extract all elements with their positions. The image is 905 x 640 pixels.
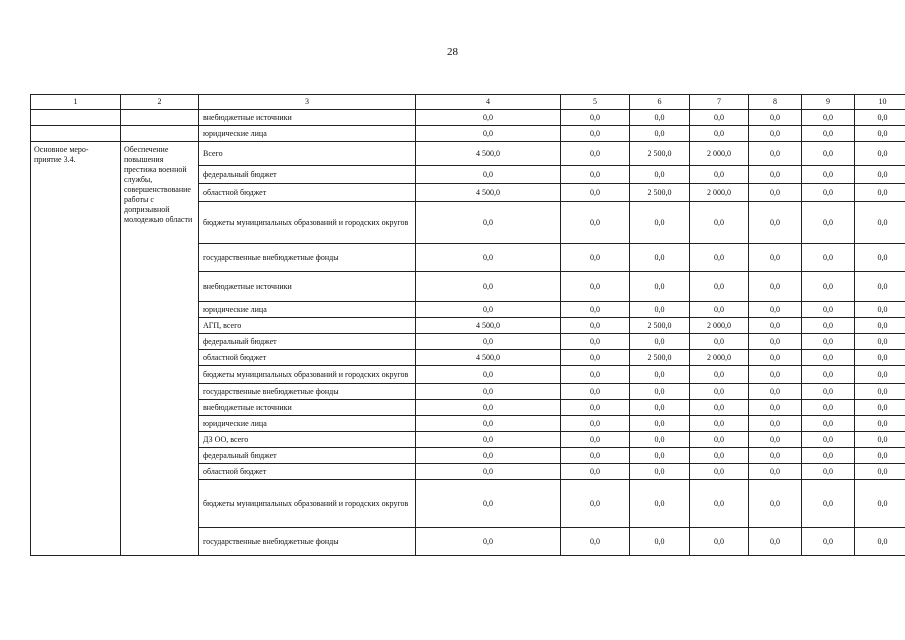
value-cell: 2 500,0 xyxy=(630,184,690,202)
value-cell: 0,0 xyxy=(749,480,802,528)
value-cell: 0,0 xyxy=(749,202,802,244)
value-cell: 0,0 xyxy=(630,432,690,448)
value-cell: 0,0 xyxy=(561,334,630,350)
table-row xyxy=(31,142,905,166)
column-header: 6 xyxy=(630,95,690,110)
value-cell: 0,0 xyxy=(855,142,905,166)
funding-source-label: юридические лица xyxy=(199,126,416,142)
column-header: 2 xyxy=(121,95,199,110)
value-cell: 0,0 xyxy=(630,334,690,350)
value-cell: 0,0 xyxy=(561,126,630,142)
value-cell: 0,0 xyxy=(630,528,690,556)
value-cell: 0,0 xyxy=(690,416,749,432)
table-row xyxy=(31,126,905,142)
value-cell: 0,0 xyxy=(855,366,905,384)
value-cell: 0,0 xyxy=(690,110,749,126)
value-cell: 0,0 xyxy=(561,400,630,416)
column-header: 8 xyxy=(749,95,802,110)
value-cell: 0,0 xyxy=(802,302,855,318)
column-header: 1 xyxy=(31,95,121,110)
value-cell: 0,0 xyxy=(416,400,561,416)
value-cell: 0,0 xyxy=(416,302,561,318)
value-cell: 0,0 xyxy=(416,432,561,448)
column-header: 7 xyxy=(690,95,749,110)
value-cell: 0,0 xyxy=(855,244,905,272)
empty-cell xyxy=(31,126,121,142)
value-cell: 0,0 xyxy=(802,110,855,126)
value-cell: 0,0 xyxy=(630,244,690,272)
funding-source-label: бюджеты муниципальных образований и городских округов xyxy=(199,366,416,384)
value-cell: 0,0 xyxy=(802,416,855,432)
value-cell: 0,0 xyxy=(630,302,690,318)
funding-source-label: бюджеты муниципальных образований и городских округов xyxy=(199,202,416,244)
value-cell: 0,0 xyxy=(690,432,749,448)
empty-cell xyxy=(121,110,199,126)
column-header: 5 xyxy=(561,95,630,110)
value-cell: 0,0 xyxy=(690,384,749,400)
funding-source-label: федеральный бюджет xyxy=(199,166,416,184)
value-cell: 0,0 xyxy=(855,334,905,350)
value-cell: 0,0 xyxy=(802,400,855,416)
value-cell: 4 500,0 xyxy=(416,142,561,166)
funding-source-label: федеральный бюджет xyxy=(199,448,416,464)
value-cell: 0,0 xyxy=(855,416,905,432)
funding-source-label: бюджеты муниципальных образований и городских округов xyxy=(199,480,416,528)
value-cell: 0,0 xyxy=(802,126,855,142)
value-cell: 0,0 xyxy=(561,302,630,318)
funding-source-label: Всего xyxy=(199,142,416,166)
funding-source-label: юридические лица xyxy=(199,416,416,432)
value-cell: 0,0 xyxy=(855,400,905,416)
value-cell: 0,0 xyxy=(630,400,690,416)
value-cell: 0,0 xyxy=(561,142,630,166)
value-cell: 0,0 xyxy=(690,166,749,184)
value-cell: 0,0 xyxy=(749,448,802,464)
column-header: 4 xyxy=(416,95,561,110)
value-cell: 0,0 xyxy=(630,366,690,384)
value-cell: 0,0 xyxy=(749,432,802,448)
value-cell: 0,0 xyxy=(690,366,749,384)
value-cell: 0,0 xyxy=(749,528,802,556)
table-header-row xyxy=(31,95,905,110)
value-cell: 0,0 xyxy=(690,464,749,480)
value-cell: 0,0 xyxy=(561,350,630,366)
value-cell: 0,0 xyxy=(416,384,561,400)
value-cell: 0,0 xyxy=(855,448,905,464)
budget-table xyxy=(30,94,905,556)
value-cell: 0,0 xyxy=(630,416,690,432)
value-cell: 0,0 xyxy=(561,416,630,432)
value-cell: 0,0 xyxy=(561,366,630,384)
value-cell: 0,0 xyxy=(855,384,905,400)
value-cell: 0,0 xyxy=(630,480,690,528)
funding-source-label: ДЗ ОО, всего xyxy=(199,432,416,448)
page-number: 28 xyxy=(447,46,458,58)
value-cell: 0,0 xyxy=(855,126,905,142)
value-cell: 0,0 xyxy=(749,318,802,334)
value-cell: 0,0 xyxy=(802,432,855,448)
value-cell: 0,0 xyxy=(749,126,802,142)
value-cell: 0,0 xyxy=(561,384,630,400)
value-cell: 0,0 xyxy=(749,244,802,272)
value-cell: 0,0 xyxy=(802,448,855,464)
value-cell: 0,0 xyxy=(690,244,749,272)
value-cell: 0,0 xyxy=(855,318,905,334)
value-cell: 0,0 xyxy=(749,384,802,400)
value-cell: 0,0 xyxy=(561,202,630,244)
value-cell: 0,0 xyxy=(855,350,905,366)
value-cell: 0,0 xyxy=(561,528,630,556)
value-cell: 0,0 xyxy=(855,432,905,448)
value-cell: 0,0 xyxy=(749,366,802,384)
value-cell: 0,0 xyxy=(802,384,855,400)
funding-source-label: областной бюджет xyxy=(199,184,416,202)
value-cell: 0,0 xyxy=(690,480,749,528)
value-cell: 0,0 xyxy=(690,302,749,318)
value-cell: 0,0 xyxy=(630,126,690,142)
funding-source-label: внебюджетные источники xyxy=(199,110,416,126)
value-cell: 0,0 xyxy=(416,448,561,464)
value-cell: 0,0 xyxy=(690,126,749,142)
value-cell: 0,0 xyxy=(416,110,561,126)
value-cell: 2 500,0 xyxy=(630,142,690,166)
value-cell: 0,0 xyxy=(802,350,855,366)
value-cell: 0,0 xyxy=(802,142,855,166)
value-cell: 4 500,0 xyxy=(416,318,561,334)
value-cell: 0,0 xyxy=(802,166,855,184)
funding-source-label: юридические лица xyxy=(199,302,416,318)
value-cell: 0,0 xyxy=(855,110,905,126)
value-cell: 0,0 xyxy=(561,110,630,126)
value-cell: 4 500,0 xyxy=(416,184,561,202)
value-cell: 0,0 xyxy=(561,480,630,528)
empty-cell xyxy=(121,126,199,142)
funding-source-label: областной бюджет xyxy=(199,350,416,366)
value-cell: 0,0 xyxy=(749,334,802,350)
value-cell: 0,0 xyxy=(416,366,561,384)
value-cell: 0,0 xyxy=(630,166,690,184)
value-cell: 0,0 xyxy=(690,202,749,244)
funding-source-label: областной бюджет xyxy=(199,464,416,480)
value-cell: 0,0 xyxy=(802,318,855,334)
value-cell: 0,0 xyxy=(802,272,855,302)
value-cell: 0,0 xyxy=(690,448,749,464)
funding-source-label: государственные внебюджетные фонды xyxy=(199,384,416,400)
value-cell: 0,0 xyxy=(416,416,561,432)
value-cell: 0,0 xyxy=(690,400,749,416)
funding-source-label: государственные внебюджетные фонды xyxy=(199,244,416,272)
value-cell: 0,0 xyxy=(690,528,749,556)
value-cell: 0,0 xyxy=(630,272,690,302)
column-header: 3 xyxy=(199,95,416,110)
value-cell: 0,0 xyxy=(802,334,855,350)
event-name-cell: Основное меро- приятие 3.4. xyxy=(31,142,121,556)
funding-source-label: государственные внебюджетные фонды xyxy=(199,528,416,556)
value-cell: 2 000,0 xyxy=(690,142,749,166)
value-cell: 0,0 xyxy=(630,464,690,480)
value-cell: 0,0 xyxy=(561,318,630,334)
funding-source-label: внебюджетные источники xyxy=(199,400,416,416)
value-cell: 0,0 xyxy=(855,464,905,480)
value-cell: 0,0 xyxy=(416,480,561,528)
value-cell: 0,0 xyxy=(855,202,905,244)
value-cell: 0,0 xyxy=(749,166,802,184)
value-cell: 0,0 xyxy=(855,272,905,302)
value-cell: 0,0 xyxy=(749,464,802,480)
value-cell: 0,0 xyxy=(561,448,630,464)
value-cell: 0,0 xyxy=(749,400,802,416)
value-cell: 0,0 xyxy=(416,334,561,350)
value-cell: 0,0 xyxy=(561,432,630,448)
column-header: 9 xyxy=(802,95,855,110)
value-cell: 0,0 xyxy=(416,528,561,556)
value-cell: 0,0 xyxy=(561,184,630,202)
value-cell: 0,0 xyxy=(749,184,802,202)
funding-source-label: федеральный бюджет xyxy=(199,334,416,350)
value-cell: 0,0 xyxy=(690,272,749,302)
value-cell: 0,0 xyxy=(855,166,905,184)
funding-source-label: внебюджетные источники xyxy=(199,272,416,302)
value-cell: 0,0 xyxy=(749,142,802,166)
value-cell: 0,0 xyxy=(630,110,690,126)
value-cell: 4 500,0 xyxy=(416,350,561,366)
value-cell: 0,0 xyxy=(416,166,561,184)
value-cell: 0,0 xyxy=(561,244,630,272)
value-cell: 0,0 xyxy=(749,350,802,366)
event-description-cell: Обеспечение повышения престижа военной службы, совершенствование работы с допризывной молодежью области xyxy=(121,142,199,556)
value-cell: 2 000,0 xyxy=(690,184,749,202)
value-cell: 2 500,0 xyxy=(630,318,690,334)
value-cell: 0,0 xyxy=(630,448,690,464)
value-cell: 0,0 xyxy=(802,244,855,272)
value-cell: 0,0 xyxy=(749,302,802,318)
value-cell: 0,0 xyxy=(749,416,802,432)
value-cell: 0,0 xyxy=(802,366,855,384)
value-cell: 0,0 xyxy=(630,202,690,244)
value-cell: 2 000,0 xyxy=(690,350,749,366)
value-cell: 0,0 xyxy=(855,480,905,528)
empty-cell xyxy=(31,110,121,126)
value-cell: 0,0 xyxy=(802,202,855,244)
value-cell: 0,0 xyxy=(802,528,855,556)
value-cell: 0,0 xyxy=(802,464,855,480)
funding-source-label: АГП, всего xyxy=(199,318,416,334)
value-cell: 0,0 xyxy=(690,334,749,350)
value-cell: 0,0 xyxy=(416,244,561,272)
value-cell: 0,0 xyxy=(630,384,690,400)
value-cell: 0,0 xyxy=(802,480,855,528)
value-cell: 0,0 xyxy=(416,464,561,480)
value-cell: 0,0 xyxy=(749,110,802,126)
value-cell: 0,0 xyxy=(561,272,630,302)
value-cell: 0,0 xyxy=(416,272,561,302)
column-header: 10 xyxy=(855,95,905,110)
value-cell: 0,0 xyxy=(802,184,855,202)
value-cell: 2 000,0 xyxy=(690,318,749,334)
value-cell: 0,0 xyxy=(855,528,905,556)
value-cell: 0,0 xyxy=(561,166,630,184)
table-row xyxy=(31,110,905,126)
value-cell: 0,0 xyxy=(749,272,802,302)
value-cell: 0,0 xyxy=(855,184,905,202)
value-cell: 0,0 xyxy=(561,464,630,480)
value-cell: 0,0 xyxy=(416,126,561,142)
value-cell: 2 500,0 xyxy=(630,350,690,366)
value-cell: 0,0 xyxy=(855,302,905,318)
value-cell: 0,0 xyxy=(416,202,561,244)
